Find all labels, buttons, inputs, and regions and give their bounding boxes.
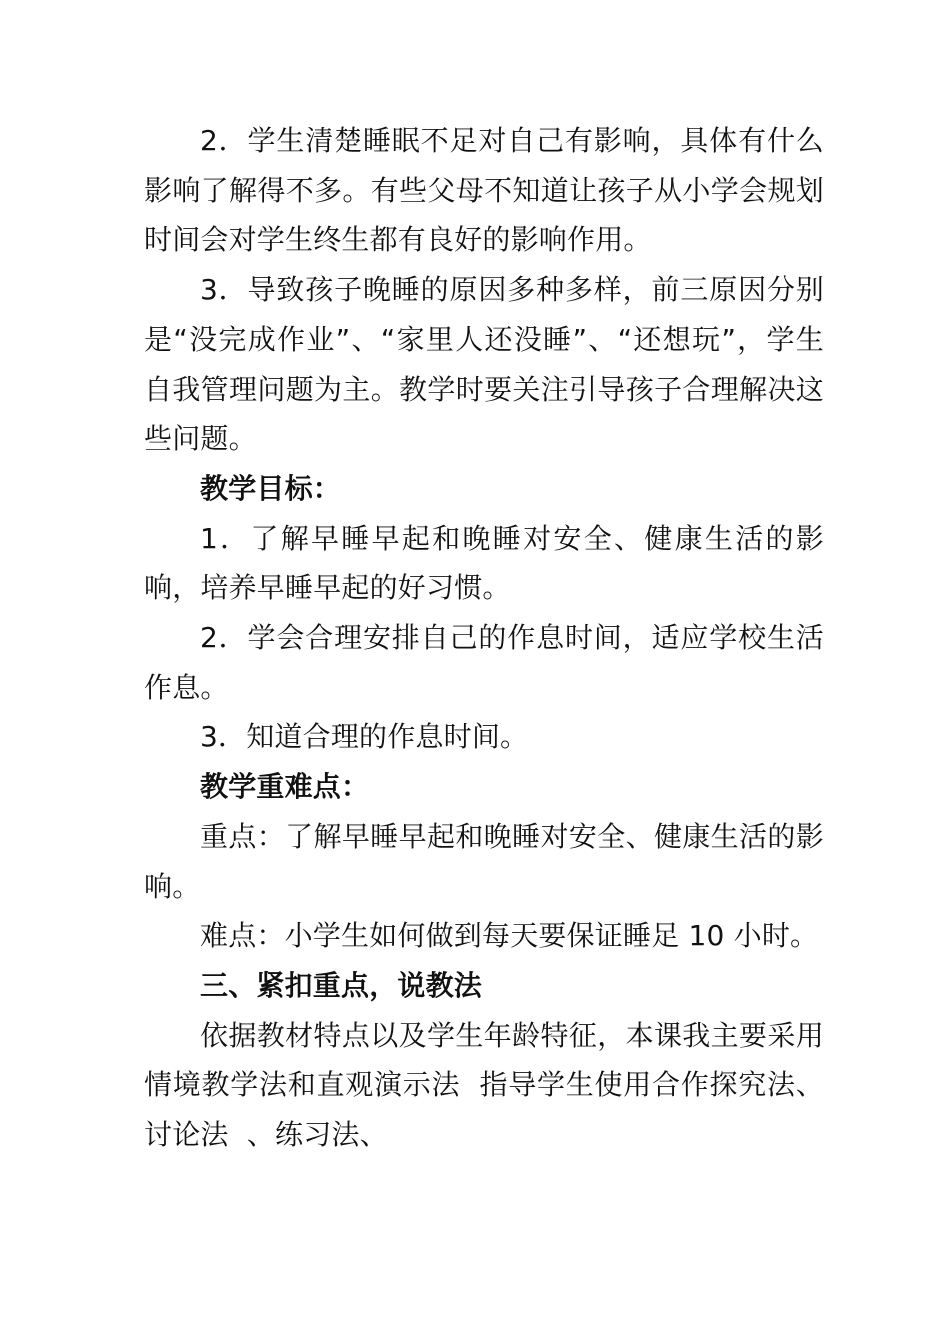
heading-teaching-methods: 三、紧扣重点，说教法 (200, 968, 483, 1002)
paragraph-teaching-methods: 依据教材特点以及学生年龄特征，本课我主要采用情境教学法和直观演示法 指导学生使用合作探究法、讨论法 、练习法、 (144, 1018, 824, 1152)
goal-item-3: 3．知道合理的作息时间。 (200, 720, 529, 754)
document-body (144, 116, 824, 1160)
paragraph-late-sleep-reasons: 3．导致孩子晚睡的原因多种多样，前三原因分别是“没完成作业”、“家里人还没睡”、“还想玩”，学生自我管理问题为主。教学时要关注引导孩子合理解决这些问题。 (144, 273, 824, 456)
difficult-point: 难点：小学生如何做到每天要保证睡足 10 小时。 (200, 919, 819, 953)
paragraph-student-sleep-awareness: 2．学生清楚睡眠不足对自己有影响，具体有什么影响了解得不多。有些父母不知道让孩子从小学会规划时间会对学生终生都有良好的影响作用。 (144, 124, 824, 257)
goal-item-1: 1．了解早睡早起和晚睡对安全、健康生活的影响，培养早睡早起的好习惯。 (144, 521, 824, 605)
heading-key-difficult-points: 教学重难点： (200, 770, 370, 804)
key-point: 重点：了解早睡早起和晚睡对安全、健康生活的影响。 (144, 819, 824, 903)
heading-teaching-goals: 教学目标： (200, 471, 342, 505)
goal-item-2: 2．学会合理安排自己的作息时间，适应学校生活作息。 (144, 621, 824, 704)
